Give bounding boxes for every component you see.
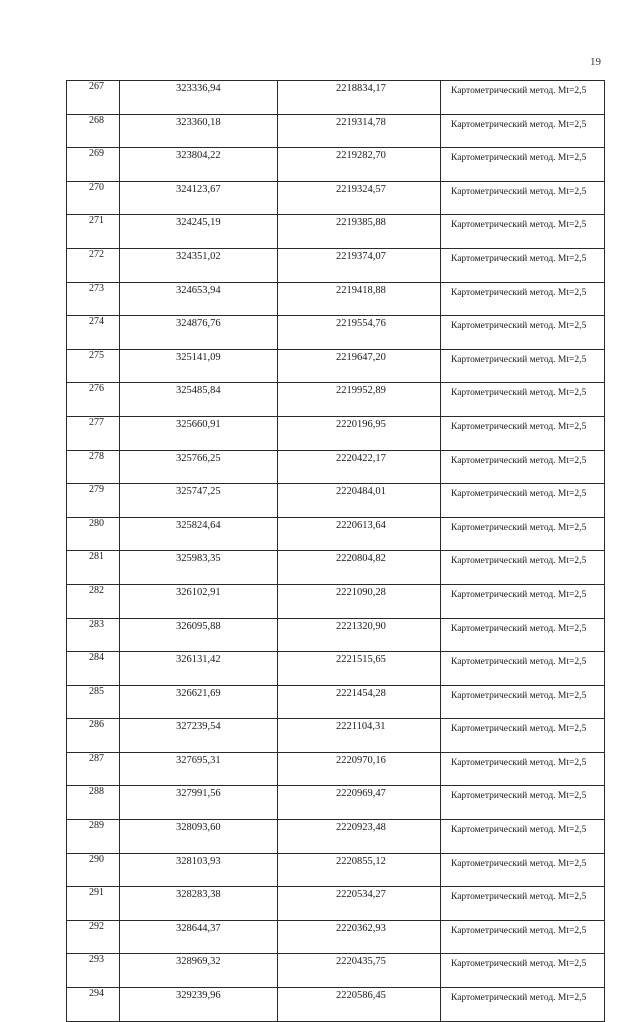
table-row (67, 618, 605, 652)
table-row (67, 215, 605, 249)
x-coordinate-cell: 325141,09 (120, 349, 278, 383)
y-coordinate-cell: 2220484,01 (278, 484, 441, 518)
table-row (67, 584, 605, 618)
table-row (67, 450, 605, 484)
method-cell: Картометрический метод. Mt=2,5 (441, 853, 605, 887)
point-number-cell: 279 (67, 484, 120, 518)
point-number-cell: 272 (67, 248, 120, 282)
x-coordinate-cell: 325824,64 (120, 517, 278, 551)
point-number-cell: 291 (67, 887, 120, 921)
x-coordinate-cell: 327239,54 (120, 719, 278, 753)
point-number-cell: 289 (67, 820, 120, 854)
table-row (67, 652, 605, 686)
point-number-cell: 281 (67, 551, 120, 585)
y-coordinate-cell: 2219324,57 (278, 181, 441, 215)
method-cell: Картометрический метод. Mt=2,5 (441, 920, 605, 954)
method-cell: Картометрический метод. Mt=2,5 (441, 282, 605, 316)
x-coordinate-cell: 326102,91 (120, 584, 278, 618)
y-coordinate-cell: 2219647,20 (278, 349, 441, 383)
y-coordinate-cell: 2220422,17 (278, 450, 441, 484)
point-number-cell: 275 (67, 349, 120, 383)
y-coordinate-cell: 2219314,78 (278, 114, 441, 148)
y-coordinate-cell: 2219418,88 (278, 282, 441, 316)
y-coordinate-cell: 2220435,75 (278, 954, 441, 988)
table-row (67, 484, 605, 518)
method-cell: Картометрический метод. Mt=2,5 (441, 988, 605, 1022)
y-coordinate-cell: 2219374,07 (278, 248, 441, 282)
coordinates-table-wrapper (66, 80, 604, 1022)
table-row (67, 551, 605, 585)
method-cell: Картометрический метод. Mt=2,5 (441, 584, 605, 618)
y-coordinate-cell: 2218834,17 (278, 81, 441, 115)
table-row (67, 81, 605, 115)
point-number-cell: 293 (67, 954, 120, 988)
point-number-cell: 292 (67, 920, 120, 954)
point-number-cell: 282 (67, 584, 120, 618)
x-coordinate-cell: 325983,35 (120, 551, 278, 585)
y-coordinate-cell: 2220613,64 (278, 517, 441, 551)
x-coordinate-cell: 324351,02 (120, 248, 278, 282)
x-coordinate-cell: 328969,32 (120, 954, 278, 988)
point-number-cell: 287 (67, 752, 120, 786)
table-row (67, 887, 605, 921)
method-cell: Картометрический метод. Mt=2,5 (441, 719, 605, 753)
table-row (67, 820, 605, 854)
table-row (67, 685, 605, 719)
y-coordinate-cell: 2220196,95 (278, 416, 441, 450)
x-coordinate-cell: 323804,22 (120, 148, 278, 182)
method-cell: Картометрический метод. Mt=2,5 (441, 148, 605, 182)
y-coordinate-cell: 2221104,31 (278, 719, 441, 753)
table-row (67, 988, 605, 1022)
method-cell: Картометрический метод. Mt=2,5 (441, 316, 605, 350)
table-row (67, 248, 605, 282)
method-cell: Картометрический метод. Mt=2,5 (441, 114, 605, 148)
x-coordinate-cell: 324123,67 (120, 181, 278, 215)
x-coordinate-cell: 323336,94 (120, 81, 278, 115)
table-row (67, 349, 605, 383)
method-cell: Картометрический метод. Mt=2,5 (441, 887, 605, 921)
table-row (67, 416, 605, 450)
x-coordinate-cell: 323360,18 (120, 114, 278, 148)
x-coordinate-cell: 324876,76 (120, 316, 278, 350)
y-coordinate-cell: 2221515,65 (278, 652, 441, 686)
x-coordinate-cell: 325747,25 (120, 484, 278, 518)
point-number-cell: 267 (67, 81, 120, 115)
method-cell: Картометрический метод. Mt=2,5 (441, 484, 605, 518)
x-coordinate-cell: 328644,37 (120, 920, 278, 954)
table-row (67, 719, 605, 753)
table-row (67, 316, 605, 350)
y-coordinate-cell: 2220969,47 (278, 786, 441, 820)
method-cell: Картометрический метод. Mt=2,5 (441, 215, 605, 249)
point-number-cell: 288 (67, 786, 120, 820)
coordinates-table (66, 80, 605, 1022)
x-coordinate-cell: 327991,56 (120, 786, 278, 820)
coordinates-table-body (67, 81, 605, 1022)
point-number-cell: 277 (67, 416, 120, 450)
method-cell: Картометрический метод. Mt=2,5 (441, 517, 605, 551)
y-coordinate-cell: 2220970,16 (278, 752, 441, 786)
x-coordinate-cell: 325485,84 (120, 383, 278, 417)
method-cell: Картометрический метод. Mt=2,5 (441, 349, 605, 383)
method-cell: Картометрический метод. Mt=2,5 (441, 181, 605, 215)
x-coordinate-cell: 327695,31 (120, 752, 278, 786)
point-number-cell: 283 (67, 618, 120, 652)
x-coordinate-cell: 326095,88 (120, 618, 278, 652)
x-coordinate-cell: 325660,91 (120, 416, 278, 450)
method-cell: Картометрический метод. Mt=2,5 (441, 383, 605, 417)
y-coordinate-cell: 2219952,89 (278, 383, 441, 417)
method-cell: Картометрический метод. Mt=2,5 (441, 685, 605, 719)
x-coordinate-cell: 326621,69 (120, 685, 278, 719)
y-coordinate-cell: 2220586,45 (278, 988, 441, 1022)
y-coordinate-cell: 2219554,76 (278, 316, 441, 350)
method-cell: Картометрический метод. Mt=2,5 (441, 752, 605, 786)
point-number-cell: 271 (67, 215, 120, 249)
method-cell: Картометрический метод. Mt=2,5 (441, 416, 605, 450)
point-number-cell: 280 (67, 517, 120, 551)
y-coordinate-cell: 2220362,93 (278, 920, 441, 954)
method-cell: Картометрический метод. Mt=2,5 (441, 81, 605, 115)
page-number: 19 (590, 56, 601, 68)
method-cell: Картометрический метод. Mt=2,5 (441, 450, 605, 484)
table-row (67, 181, 605, 215)
point-number-cell: 285 (67, 685, 120, 719)
x-coordinate-cell: 324653,94 (120, 282, 278, 316)
point-number-cell: 284 (67, 652, 120, 686)
point-number-cell: 269 (67, 148, 120, 182)
method-cell: Картометрический метод. Mt=2,5 (441, 618, 605, 652)
point-number-cell: 294 (67, 988, 120, 1022)
x-coordinate-cell: 326131,42 (120, 652, 278, 686)
method-cell: Картометрический метод. Mt=2,5 (441, 786, 605, 820)
method-cell: Картометрический метод. Mt=2,5 (441, 248, 605, 282)
y-coordinate-cell: 2221320,90 (278, 618, 441, 652)
table-row (67, 786, 605, 820)
method-cell: Картометрический метод. Mt=2,5 (441, 954, 605, 988)
point-number-cell: 270 (67, 181, 120, 215)
table-row (67, 148, 605, 182)
y-coordinate-cell: 2220923,48 (278, 820, 441, 854)
x-coordinate-cell: 328283,38 (120, 887, 278, 921)
point-number-cell: 274 (67, 316, 120, 350)
point-number-cell: 273 (67, 282, 120, 316)
table-row (67, 114, 605, 148)
point-number-cell: 286 (67, 719, 120, 753)
x-coordinate-cell: 329239,96 (120, 988, 278, 1022)
y-coordinate-cell: 2220855,12 (278, 853, 441, 887)
table-row (67, 920, 605, 954)
table-row (67, 517, 605, 551)
method-cell: Картометрический метод. Mt=2,5 (441, 820, 605, 854)
x-coordinate-cell: 325766,25 (120, 450, 278, 484)
y-coordinate-cell: 2219385,88 (278, 215, 441, 249)
point-number-cell: 290 (67, 853, 120, 887)
table-row (67, 383, 605, 417)
point-number-cell: 276 (67, 383, 120, 417)
table-row (67, 954, 605, 988)
method-cell: Картометрический метод. Mt=2,5 (441, 652, 605, 686)
x-coordinate-cell: 328093,60 (120, 820, 278, 854)
method-cell: Картометрический метод. Mt=2,5 (441, 551, 605, 585)
y-coordinate-cell: 2221090,28 (278, 584, 441, 618)
y-coordinate-cell: 2221454,28 (278, 685, 441, 719)
y-coordinate-cell: 2219282,70 (278, 148, 441, 182)
table-row (67, 282, 605, 316)
x-coordinate-cell: 324245,19 (120, 215, 278, 249)
y-coordinate-cell: 2220534,27 (278, 887, 441, 921)
table-row (67, 752, 605, 786)
point-number-cell: 268 (67, 114, 120, 148)
y-coordinate-cell: 2220804,82 (278, 551, 441, 585)
table-row (67, 853, 605, 887)
x-coordinate-cell: 328103,93 (120, 853, 278, 887)
point-number-cell: 278 (67, 450, 120, 484)
